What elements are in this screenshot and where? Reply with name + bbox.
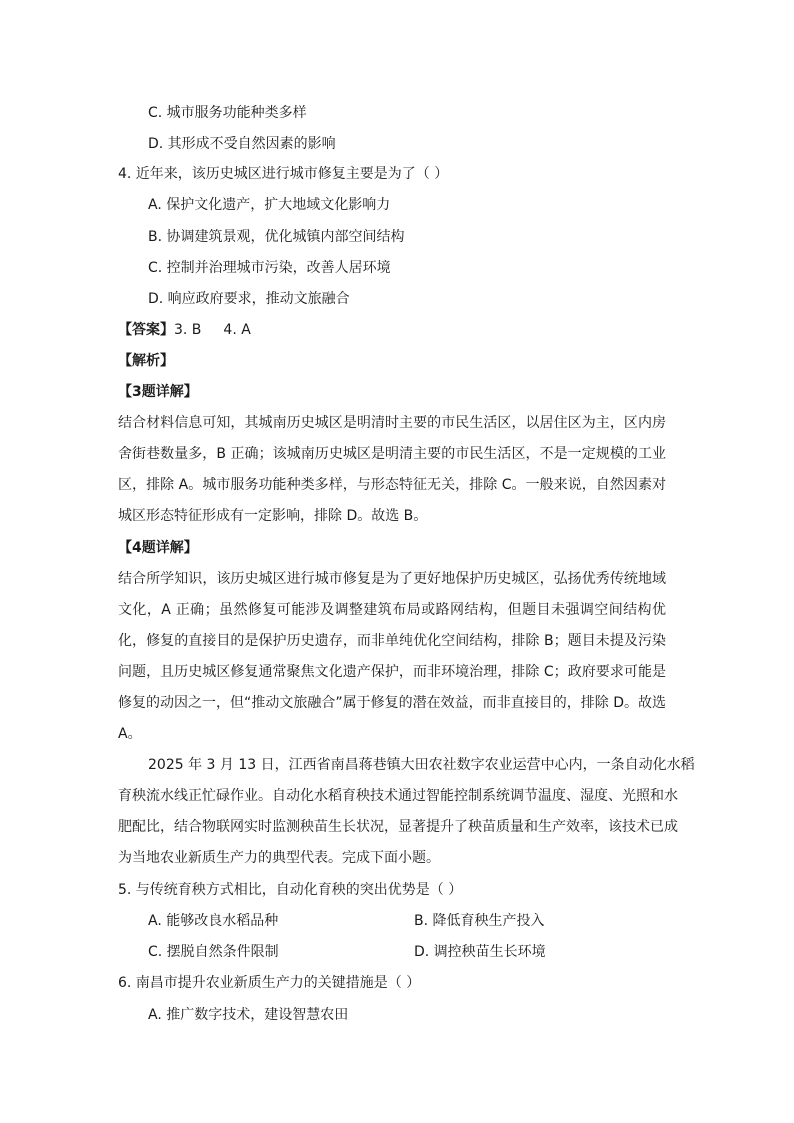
q5-option-d: D. 调控秧苗生长环境 [414,944,546,960]
q5-stem: 5. 与传统育秧方式相比，自动化育秧的突出优势是（ ） [118,882,463,898]
answer-label: 【答案】 [118,322,174,338]
q3-detail-line: 舍街巷数量多，B 正确；该城南历史城区是明清主要的市民生活区，不是一定规模的工业 [118,446,666,462]
q6-option-a: A. 推广数字技术，建设智慧农田 [148,1007,349,1023]
q4-detail-heading: 【4题详解】 [118,540,198,556]
q4-detail-line: 文化，A 正确；虽然修复可能涉及调整建筑布局或路网结构，但题目未强调空间结构优 [118,602,666,618]
answer-q4: 4. A [223,322,251,338]
q3-option-c: C. 城市服务功能种类多样 [148,105,307,121]
q4-detail-line: 化，修复的直接目的是保护历史遗存，而非单纯优化空间结构，排除 B；题目未提及污染 [118,633,666,649]
q3-detail-heading: 【3题详解】 [118,384,198,400]
analysis-label: 【解析】 [118,353,174,369]
q4-detail-line: A。 [118,726,142,742]
q3-detail-line: 区，排除 A。城市服务功能种类多样，与形态特征无关，排除 C。一般来说，自然因素对 [118,477,666,493]
answer-line [118,320,251,340]
q4-option-c: C. 控制并治理城市污染，改善人居环境 [148,260,391,276]
answer-q3: 3. B [174,322,202,338]
q4-stem: 4. 近年来，该历史城区进行城市修复主要是为了（ ） [118,166,449,182]
material-line: 2025 年 3 月 13 日，江西省南昌蒋巷镇大田农社数字农业运营中心内，一条自动化水稻 [148,757,695,773]
q3-detail-line: 城区形态特征形成有一定影响，排除 D。故选 B。 [118,508,428,524]
material-line: 育秧流水线正忙碌作业。自动化水稻育秧技术通过智能控制系统调节温度、湿度、光照和水 [118,788,678,804]
q3-option-d: D. 其形成不受自然因素的影响 [148,136,336,152]
q4-option-a: A. 保护文化遗产，扩大地域文化影响力 [148,197,391,213]
material-line: 为当地农业新质生产力的典型代表。完成下面小题。 [118,850,440,866]
q5-option-c: C. 摆脱自然条件限制 [148,944,279,960]
q5-option-b: B. 降低育秧生产投入 [414,913,545,929]
q4-option-b: B. 协调建筑景观，优化城镇内部空间结构 [148,229,405,245]
q3-detail-line: 结合材料信息可知，其城南历史城区是明清时主要的市民生活区，以居住区为主，区内房 [118,415,666,431]
q6-stem: 6. 南昌市提升农业新质生产力的关键措施是（ ） [118,975,421,991]
q4-detail-line: 修复的动因之一，但“推动文旅融合”属于修复的潜在效益，而非直接目的，排除 D。故选 [118,695,666,711]
q4-option-d: D. 响应政府要求，推动文旅融合 [148,291,350,307]
q5-option-a: A. 能够改良水稻品种 [148,913,279,929]
material-line: 肥配比，结合物联网实时监测秧苗生长状况，显著提升了秧苗质量和生产效率，该技术已成 [118,819,678,835]
q4-detail-line: 问题，且历史城区修复通常聚焦文化遗产保护，而非环境治理，排除 C；政府要求可能是 [118,664,666,680]
q4-detail-line: 结合所学知识，该历史城区进行城市修复是为了更好地保护历史城区，弘扬优秀传统地域 [118,571,666,587]
